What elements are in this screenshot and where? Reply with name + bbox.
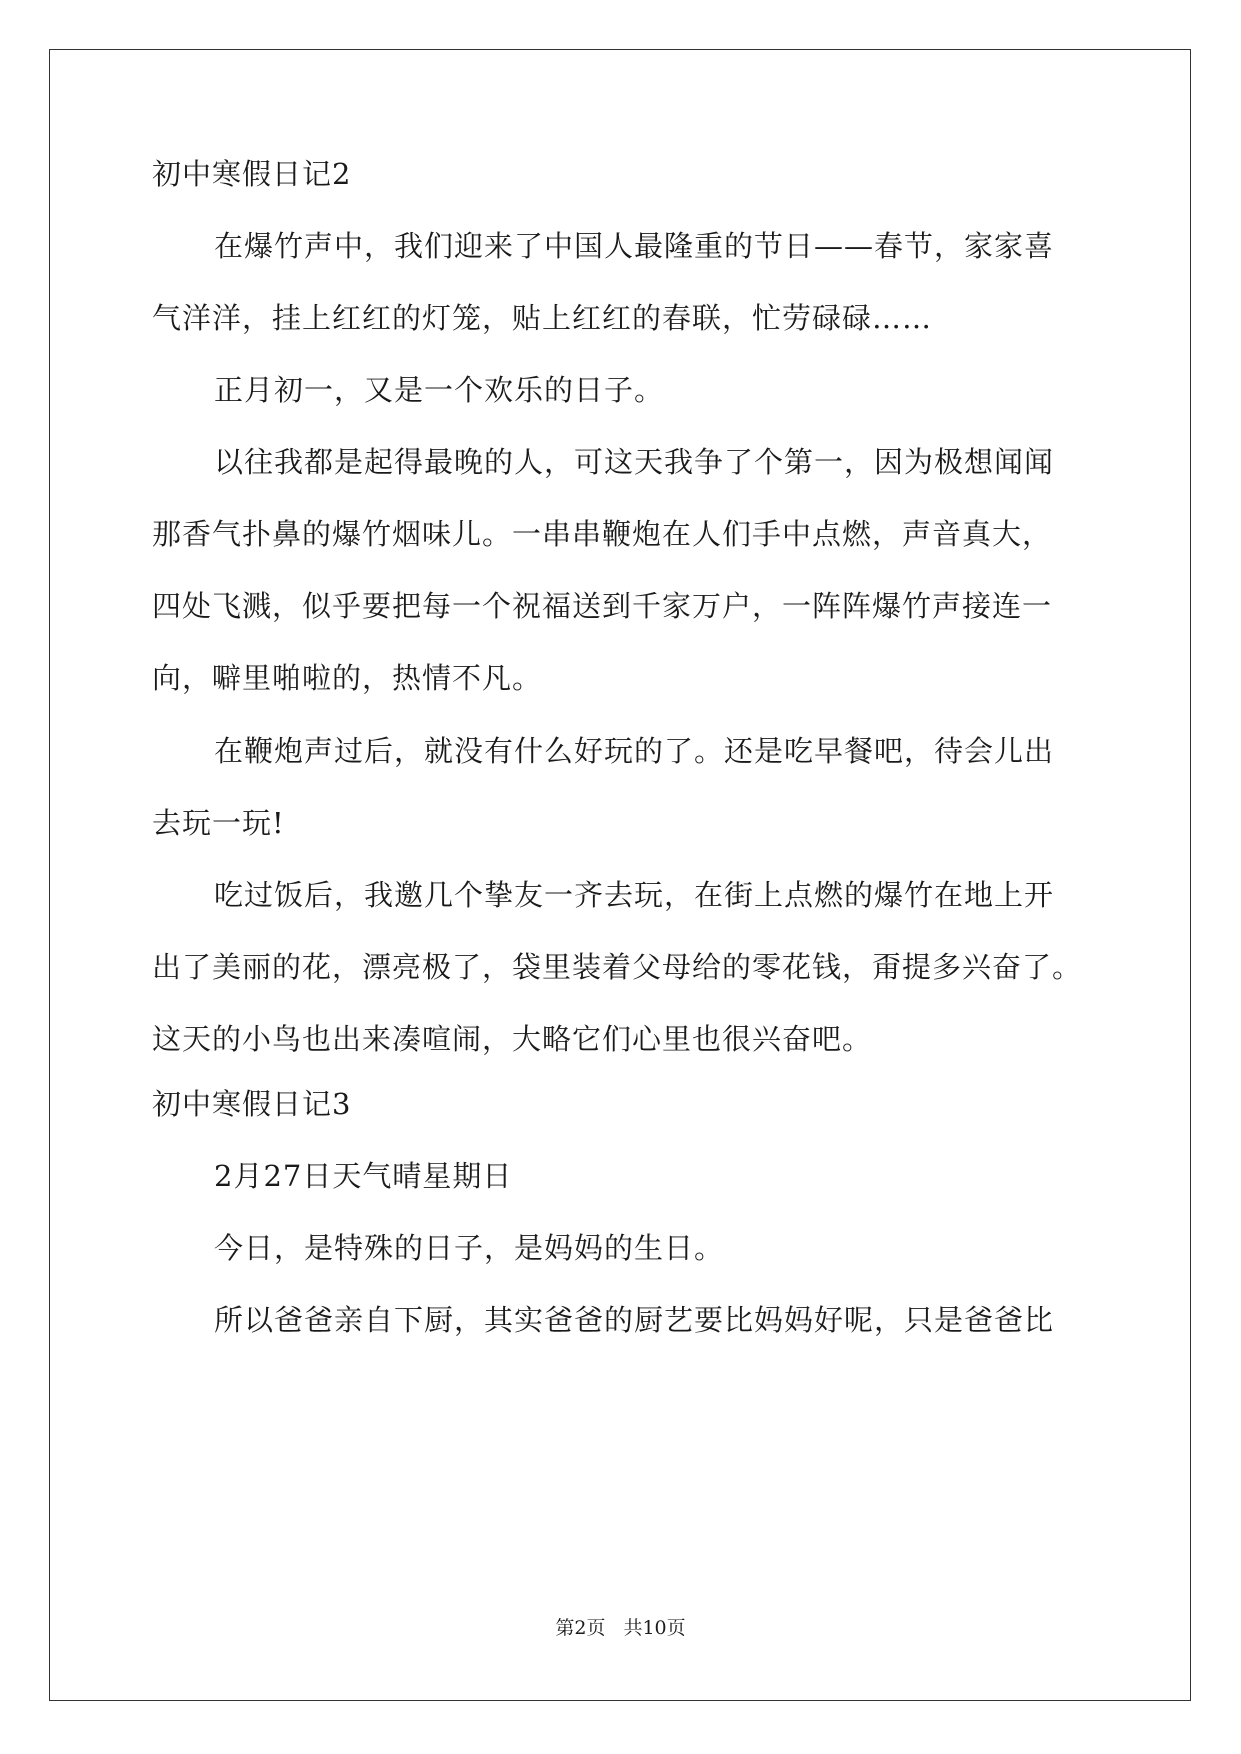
paragraph-line: 向，噼里啪啦的，热情不凡。 (152, 661, 543, 695)
paragraph-line: 在爆竹声中，我们迎来了中国人最隆重的节日——春节，家家喜 (214, 229, 1055, 263)
page-border (49, 49, 1191, 1701)
paragraph-line: 在鞭炮声过后，就没有什么好玩的了。还是吃早餐吧，待会儿出 (214, 734, 1055, 768)
diary-title-2: 初中寒假日记2 (152, 157, 352, 191)
diary-title-3: 初中寒假日记3 (152, 1087, 352, 1121)
paragraph-line: 气洋洋，挂上红红的灯笼，贴上红红的春联，忙劳碌碌…… (152, 301, 933, 335)
page-total: 共10页 (623, 1617, 686, 1639)
diary-date-line: 2月27日天气晴星期日 (214, 1159, 513, 1193)
paragraph-line: 吃过饭后，我邀几个挚友一齐去玩，在街上点燃的爆竹在地上开 (214, 878, 1055, 912)
page-number: 第2页 (555, 1617, 606, 1639)
paragraph-line: 以往我都是起得最晚的人，可这天我争了个第一，因为极想闻闻 (214, 445, 1055, 479)
page-footer (0, 1616, 1241, 1640)
paragraph-line: 所以爸爸亲自下厨，其实爸爸的厨艺要比妈妈好呢，只是爸爸比 (214, 1303, 1055, 1337)
paragraph-line: 去玩一玩! (152, 806, 285, 840)
paragraph-line: 正月初一，又是一个欢乐的日子。 (214, 373, 665, 407)
paragraph-line: 出了美丽的花，漂亮极了，袋里装着父母给的零花钱，甭提多兴奋了。 (152, 950, 1083, 984)
paragraph-line: 四处飞溅，似乎要把每一个祝福送到千家万户，一阵阵爆竹声接连一 (152, 589, 1053, 623)
paragraph-line: 今日，是特殊的日子，是妈妈的生日。 (214, 1231, 725, 1265)
paragraph-line: 那香气扑鼻的爆竹烟味儿。一串串鞭炮在人们手中点燃，声音真大， (152, 517, 1053, 551)
paragraph-line: 这天的小鸟也出来凑喧闹，大略它们心里也很兴奋吧。 (152, 1022, 873, 1056)
